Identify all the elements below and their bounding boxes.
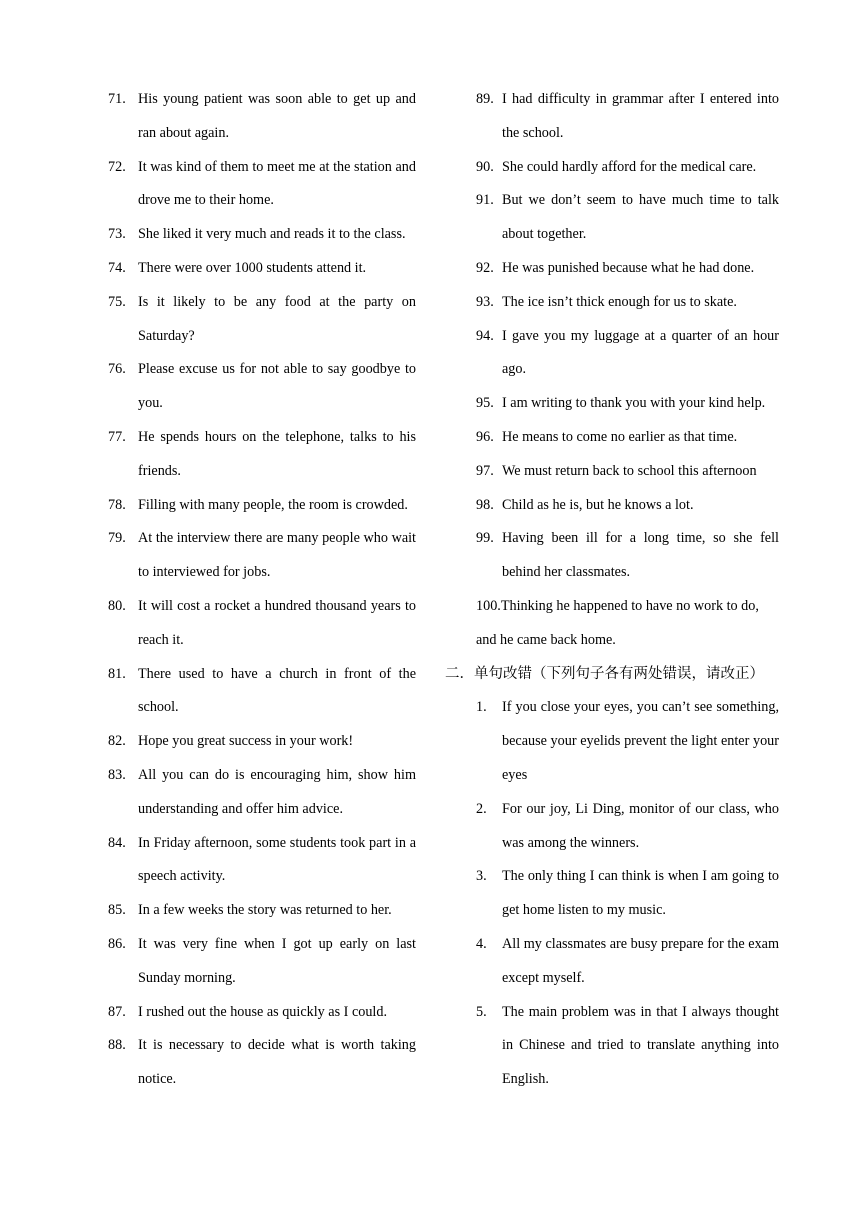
section-heading: 二．单句改错（下列句子各有两处错误，请改正） bbox=[445, 665, 764, 682]
list-item bbox=[108, 928, 416, 996]
list-item bbox=[476, 320, 779, 388]
list-item bbox=[108, 658, 416, 726]
list-item bbox=[108, 1029, 416, 1097]
list-item bbox=[476, 522, 779, 590]
list-item bbox=[108, 894, 416, 928]
item-number: 76. bbox=[108, 361, 126, 378]
list-item bbox=[108, 218, 416, 252]
item-text: For our joy, Li Ding, monitor of our class, who was among the winners. bbox=[502, 800, 779, 851]
left-column bbox=[108, 83, 416, 1097]
item-text: In Friday afternoon, some students took part in a speech activity. bbox=[138, 834, 416, 885]
list-item bbox=[476, 151, 779, 185]
item-text: She liked it very much and reads it to the class. bbox=[138, 226, 406, 243]
item-text: It is necessary to decide what is worth taking notice. bbox=[138, 1037, 416, 1088]
list-item bbox=[108, 522, 416, 590]
list-item bbox=[476, 996, 779, 1097]
item-number: 92. bbox=[476, 259, 494, 276]
item-text: She could hardly afford for the medical care. bbox=[502, 158, 757, 175]
list-item bbox=[108, 83, 416, 151]
list-item bbox=[108, 725, 416, 759]
list-item bbox=[476, 928, 779, 996]
list-item bbox=[108, 489, 416, 523]
list-item bbox=[476, 286, 779, 320]
item-number: 79. bbox=[108, 530, 126, 547]
item-number: 89. bbox=[476, 91, 494, 107]
item-number: 91. bbox=[476, 192, 494, 209]
list-item bbox=[476, 860, 779, 928]
continued-list bbox=[441, 83, 779, 590]
item-text: I had difficulty in grammar after I entered into the school. bbox=[502, 91, 779, 141]
item-number: 97. bbox=[476, 462, 494, 479]
item-text: There were over 1000 students attend it. bbox=[138, 259, 367, 276]
item-number: 5. bbox=[476, 1003, 487, 1020]
item-number: 2. bbox=[476, 800, 487, 817]
list-item bbox=[108, 286, 416, 354]
item-number: 71. bbox=[108, 91, 126, 107]
item-number: 98. bbox=[476, 496, 494, 513]
item-number: 74. bbox=[108, 259, 126, 276]
item-number: 84. bbox=[108, 834, 126, 851]
list-item bbox=[108, 252, 416, 286]
item-text: At the interview there are many people who wait to interviewed for jobs. bbox=[138, 530, 416, 581]
item-text: Child as he is, but he knows a lot. bbox=[502, 496, 694, 513]
item-text: We must return back to school this afternoon bbox=[502, 462, 757, 479]
item-number: 4. bbox=[476, 935, 487, 952]
item-number: 86. bbox=[108, 935, 126, 952]
item-number: 90. bbox=[476, 158, 494, 175]
item-text: If you close your eyes, you can’t see something, because your eyelids prevent the light enter your eyes bbox=[502, 699, 779, 783]
item-number: 81. bbox=[108, 665, 126, 682]
item-text: Hope you great success in your work! bbox=[138, 733, 354, 750]
item-text: But we don’t seem to have much time to talk about together. bbox=[502, 192, 779, 243]
item-number: 99. bbox=[476, 530, 494, 547]
item-text: I am writing to thank you with your kind help. bbox=[502, 395, 766, 412]
item-number: 78. bbox=[108, 496, 126, 513]
list-item bbox=[108, 421, 416, 489]
item-number: 95. bbox=[476, 395, 494, 412]
list-item bbox=[476, 83, 779, 151]
item-number: 1. bbox=[476, 699, 487, 716]
item-text: All you can do is encouraging him, show him understanding and offer him advice. bbox=[138, 766, 416, 817]
item-text: He means to come no earlier as that time. bbox=[502, 428, 738, 445]
item-text: Filling with many people, the room is crowded. bbox=[138, 496, 408, 513]
item-number: 83. bbox=[108, 766, 126, 783]
item-number: 85. bbox=[108, 902, 126, 919]
item-number: 80. bbox=[108, 597, 126, 614]
item-text: The ice isn’t thick enough for us to skate. bbox=[502, 293, 737, 310]
list-item bbox=[476, 455, 779, 489]
list-item bbox=[476, 489, 779, 523]
list-item bbox=[476, 691, 779, 792]
list-item bbox=[476, 387, 779, 421]
item-text: All my classmates are busy prepare for the exam except myself. bbox=[502, 935, 779, 986]
list-item bbox=[108, 151, 416, 219]
item-number: 82. bbox=[108, 733, 126, 750]
item-text: It was kind of them to meet me at the station and drove me to their home. bbox=[138, 158, 416, 209]
item-number: 3. bbox=[476, 868, 487, 885]
item-text: Having been ill for a long time, so she fell behind her classmates. bbox=[502, 530, 779, 581]
item-100-line-2: and he came back home. bbox=[476, 631, 616, 648]
list-item bbox=[476, 252, 779, 286]
item-text: Is it likely to be any food at the party on Saturday? bbox=[138, 293, 416, 344]
list-item bbox=[108, 590, 416, 658]
list-item bbox=[108, 827, 416, 895]
item-text: It was very fine when I got up early on last Sunday morning. bbox=[138, 935, 416, 986]
list-item bbox=[108, 996, 416, 1030]
item-text: The main problem was in that I always thought in Chinese and tried to translate anything into English. bbox=[502, 1003, 779, 1088]
item-number: 96. bbox=[476, 428, 494, 445]
list-item bbox=[108, 353, 416, 421]
item-number: 94. bbox=[476, 327, 494, 344]
item-text: It will cost a rocket a hundred thousand years to reach it. bbox=[138, 597, 416, 648]
item-text: He was punished because what he had done. bbox=[502, 259, 755, 276]
list-item bbox=[476, 421, 779, 455]
item-text: He spends hours on the telephone, talks to his friends. bbox=[138, 428, 416, 479]
right-column bbox=[441, 83, 779, 1097]
item-text: I rushed out the house as quickly as I could. bbox=[138, 1003, 388, 1020]
item-number: 93. bbox=[476, 293, 494, 310]
item-text: There used to have a church in front of the school. bbox=[138, 665, 416, 716]
list-item bbox=[108, 759, 416, 827]
list-item bbox=[476, 184, 779, 252]
item-number: 73. bbox=[108, 226, 126, 243]
error-correction-list bbox=[441, 691, 779, 1097]
item-number: 88. bbox=[108, 1037, 126, 1054]
item-text: In a few weeks the story was returned to her. bbox=[138, 902, 392, 919]
item-number: 77. bbox=[108, 428, 126, 445]
item-text: The only thing I can think is when I am going to get home listen to my music. bbox=[502, 868, 779, 919]
item-100-line-1: 100.Thinking he happened to have no work to do, bbox=[476, 597, 759, 614]
item-number: 72. bbox=[108, 158, 126, 175]
item-text: His young patient was soon able to get up and ran about again. bbox=[138, 91, 416, 141]
item-number: 87. bbox=[108, 1003, 126, 1020]
item-text: Please excuse us for not able to say goodbye to you. bbox=[138, 361, 416, 412]
list-item bbox=[476, 793, 779, 861]
item-number: 75. bbox=[108, 293, 126, 310]
item-text: I gave you my luggage at a quarter of an hour ago. bbox=[502, 327, 779, 378]
